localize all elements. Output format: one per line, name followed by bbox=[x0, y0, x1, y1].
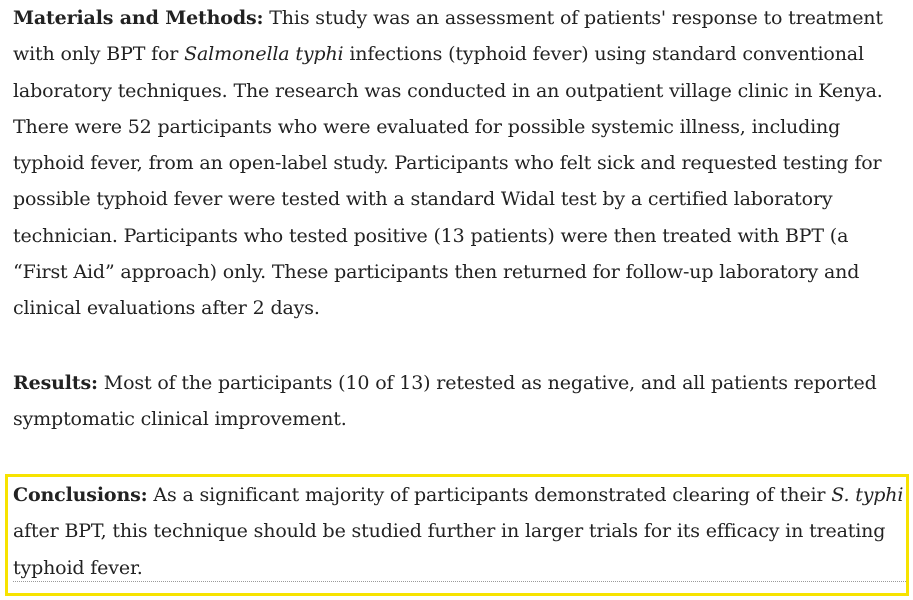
species-name: Salmonella typhi bbox=[184, 43, 344, 66]
methods-line: laboratory techniques. The research was conducted in an outpatient village clinic in Kenya. bbox=[13, 79, 883, 102]
methods-text: This study was an assessment of patients' response to treatment bbox=[263, 7, 883, 29]
methods-line bbox=[13, 36, 883, 72]
methods-line: typhoid fever, from an open-label study. Participants who felt sick and requested testing for bbox=[13, 152, 882, 175]
methods-line: possible typhoid fever were tested with a standard Widal test by a certified laboratory bbox=[13, 188, 833, 211]
results-label: Results: bbox=[13, 372, 98, 394]
dotted-divider bbox=[13, 581, 906, 582]
conclusions-paragraph bbox=[13, 477, 903, 586]
conclusions-line: after BPT, this technique should be studied further in larger trials for its efficacy in treating bbox=[13, 520, 886, 543]
methods-line bbox=[13, 0, 883, 36]
methods-line: There were 52 participants who were evaluated for possible systemic illness, including bbox=[13, 115, 841, 138]
results-line: symptomatic clinical improvement. bbox=[13, 408, 347, 431]
results-text: Most of the participants (10 of 13) retested as negative, and all patients reported bbox=[97, 372, 877, 394]
conclusions-label: Conclusions: bbox=[13, 484, 148, 506]
methods-line: “First Aid” approach) only. These participants then returned for follow-up laboratory and bbox=[13, 261, 860, 284]
results-line bbox=[13, 365, 877, 401]
methods-paragraph bbox=[13, 0, 883, 327]
methods-text: with only BPT for bbox=[13, 43, 185, 66]
conclusions-line: typhoid fever. bbox=[13, 556, 143, 579]
conclusions-line bbox=[13, 477, 903, 513]
species-name: S. typhi bbox=[831, 484, 904, 506]
methods-label: Materials and Methods: bbox=[13, 7, 264, 29]
methods-text: infections (typhoid fever) using standard conventional bbox=[343, 43, 864, 66]
methods-line: technician. Participants who tested positive (13 patients) were then treated with BPT (a bbox=[13, 224, 849, 247]
results-paragraph bbox=[13, 365, 877, 438]
methods-line: clinical evaluations after 2 days. bbox=[13, 297, 320, 320]
conclusions-text: As a significant majority of participants demonstrated clearing of their bbox=[147, 484, 832, 506]
